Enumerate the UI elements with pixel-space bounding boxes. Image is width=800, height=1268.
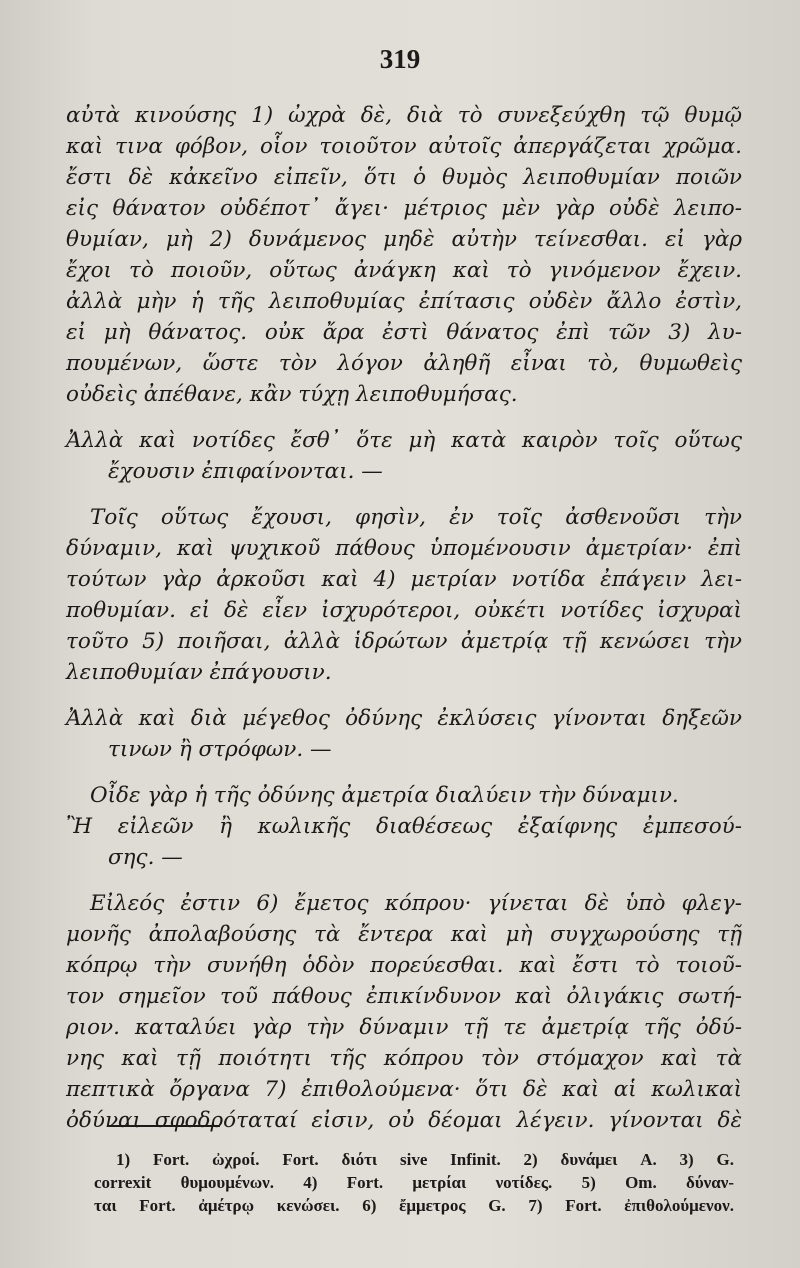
text-line: τοῦτο 5) ποιῆσαι, ἀλλὰ ἱδρώτων ἀμετρίᾳ τῇ κενώσει τὴν (66, 629, 742, 654)
text-line: εἰς θάνατον οὐδέποτ᾽ ἄγει· μέτριος μὲν γὰρ οὐδὲ λειπο- (66, 196, 742, 221)
footnotes (94, 1148, 734, 1217)
text-line: τον σημεῖον τοῦ πάθους ἐπικίνδυνον καὶ ὀλιγάκις σωτή- (66, 984, 742, 1009)
text-line: κόπρῳ τὴν συνήθη ὁδὸν πορεύεσθαι. καὶ ἔστι τὸ τοιοῦ- (66, 953, 742, 978)
text-line: αὐτὰ κινούσης 1) ὠχρὰ δὲ, διὰ τὸ συνεξεύχθη τῷ θυμῷ (66, 103, 742, 128)
lemma-line: Ἢ εἰλεῶν ἢ κωλικῆς διαθέσεως ἐξαίφνης ἐμπεσού- (66, 814, 742, 839)
text-line: πουμένων, ὥστε τὸν λόγον ἀληθῆ εἶναι τὸ, θυμωθεὶς (66, 351, 742, 376)
footnote-line: 1) Fort. ὠχροί. Fort. διότι sive Infinit. 2) δυνάμει A. 3) G. (116, 1150, 734, 1169)
text-line: θυμίαν, μὴ 2) δυνάμενος μηδὲ αὐτὴν τείνεσθαι. εἰ γὰρ (66, 227, 742, 252)
footnote-line: ται Fort. ἀμέτρῳ κενώσει. 6) ἔμμετρος G. 7) Fort. ἐπιθολούμενον. (94, 1196, 734, 1215)
body-text (66, 100, 742, 1136)
text-line: καὶ τινα φόβον, οἷον τοιοῦτον αὐτοῖς ἀπεργάζεται χρῶμα. (66, 134, 742, 159)
text-line: ἔχοι τὸ ποιοῦν, οὕτως ἀνάγκη καὶ τὸ γινόμενον ἔχειν. (66, 258, 742, 283)
text-line: πεπτικὰ ὄργανα 7) ἐπιθολούμενα· ὅτι δὲ καὶ αἱ κωλικαὶ (66, 1077, 742, 1102)
text-line: λειποθυμίαν ἐπάγουσιν. (66, 660, 332, 685)
text-line: Εἰλεός ἐστιν 6) ἔμετος κόπρου· γίνεται δὲ ὑπὸ φλεγ- (90, 891, 742, 916)
lemma-line: τινων ἢ στρόφων. — (108, 737, 332, 762)
text-line: οὐδεὶς ἀπέθανε, κἂν τύχῃ λειποθυμήσας. (66, 382, 518, 407)
text-line: Οἶδε γὰρ ἡ τῆς ὀδύνης ἀμετρία διαλύειν τὴν δύναμιν. (90, 783, 679, 808)
lemma-line: Ἀλλὰ καὶ διὰ μέγεθος ὀδύνης ἐκλύσεις γίνονται δηξεῶν (66, 706, 742, 731)
text-line: νης καὶ τῇ ποιότητι τῆς κόπρου τὸν στόμαχον καὶ τὰ (66, 1046, 742, 1071)
lemma-line: ἔχουσιν ἐπιφαίνονται. — (108, 459, 383, 484)
text-line: ἀλλὰ μὴν ἡ τῆς λειποθυμίας ἐπίτασις οὐδὲν ἄλλο ἐστὶν, (66, 289, 742, 314)
text-line: ριον. καταλύει γὰρ τὴν δύναμιν τῇ τε ἀμετρίᾳ τῆς ὀδύ- (66, 1015, 742, 1040)
page-number: 319 (379, 44, 421, 74)
text-line: ἔστι δὲ κἀκεῖνο εἰπεῖν, ὅτι ὁ θυμὸς λειποθυμίαν ποιῶν (66, 165, 742, 190)
footnote-separator (108, 1125, 220, 1127)
text-line: ποθυμίαν. εἰ δὲ εἶεν ἰσχυρότεροι, οὐκέτι νοτίδες ἰσχυραὶ (66, 598, 742, 623)
text-line: μονῆς ἀπολαβούσης τὰ ἔντερα καὶ μὴ συγχωρούσης τῇ (66, 922, 742, 947)
text-line: Τοῖς οὕτως ἔχουσι, φησὶν, ἐν τοῖς ἀσθενοῦσι τὴν (90, 505, 742, 530)
footnote-line: correxit θυμουμένων. 4) Fort. μετρίαι νοτίδες. 5) Om. δύναν- (94, 1173, 734, 1192)
text-line: εἰ μὴ θάνατος. οὐκ ἄρα ἐστὶ θάνατος ἐπὶ τῶν 3) λυ- (66, 320, 742, 345)
text-line: δύναμιν, καὶ ψυχικοῦ πάθους ὑπομένουσιν ἀμετρίαν· ἐπὶ (66, 536, 742, 561)
lemma-line: Ἀλλὰ καὶ νοτίδες ἔσθ᾽ ὅτε μὴ κατὰ καιρὸν τοῖς οὕτως (66, 428, 742, 453)
text-line: τούτων γὰρ ἀρκοῦσι καὶ 4) μετρίαν νοτίδα ἐπάγειν λει- (66, 567, 742, 592)
text-line: ὀδύναι σφοδρόταταί εἰσιν, οὐ δέομαι λέγειν. γίνονται δὲ (66, 1108, 742, 1133)
lemma-line: σης. — (108, 845, 183, 870)
